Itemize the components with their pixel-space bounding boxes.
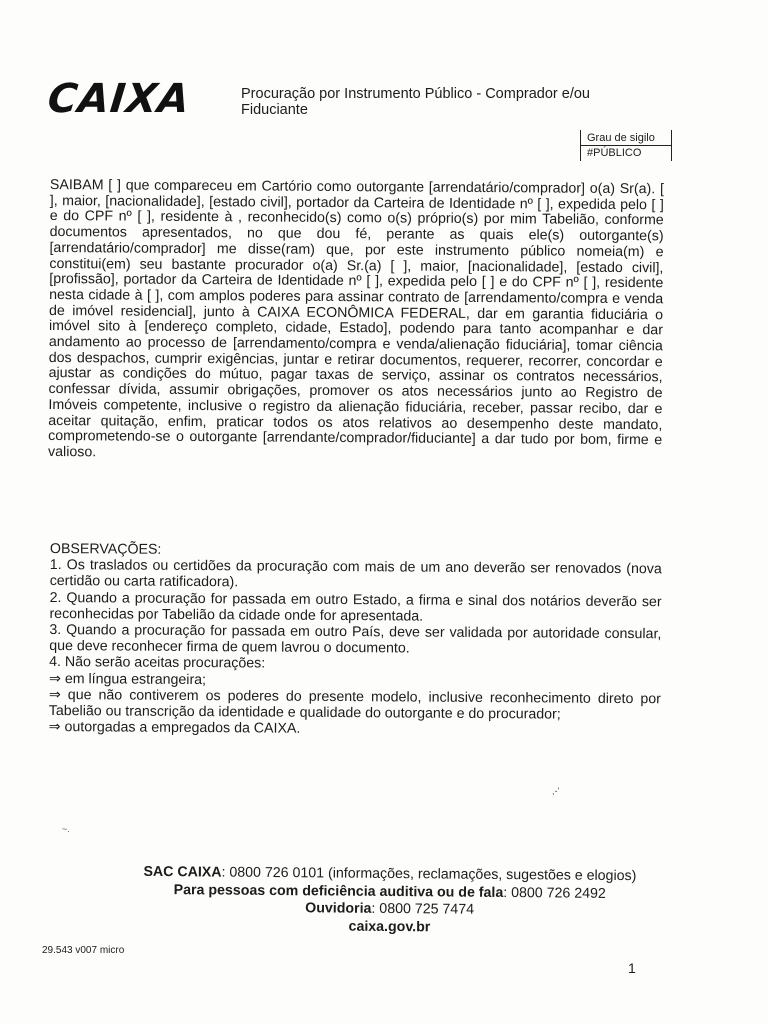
page-mark: 1: [628, 960, 636, 976]
observacao-bullet-1: ⇒ em língua estrangeira;: [48, 670, 207, 688]
document-title: Procuração por Instrumento Público - Comprador e/ou Fiduciante: [241, 86, 590, 118]
sac-text: : 0800 726 0101 (informações, reclamações, sugestões e elogios): [221, 864, 637, 885]
form-code: 29.543 v007 micro: [42, 945, 125, 956]
site-link: caixa.gov.br: [348, 918, 431, 935]
sac-label: SAC CAIXA: [143, 863, 222, 881]
sigilo-value: #PÚBLICO: [581, 145, 671, 160]
caixa-logo: CAIXA: [45, 76, 193, 122]
ouvidoria-label: Ouvidoria: [305, 900, 372, 917]
observacoes-heading: OBSERVAÇÕES:: [49, 541, 162, 558]
contact-footer: [109, 864, 670, 939]
observacao-item-1: 1. Os traslados ou certidões da procuração com mais de um ano deverão ser renovados (nova certidão ou carta ratificadora).: [49, 557, 662, 591]
sigilo-label: Grau de sigilo: [587, 132, 655, 144]
scan-speck: ,-': [552, 786, 560, 796]
observacao-item-2: 2. Quando a procuração for passada em outro Estado, a firma e sinal dos notários deverão ser reconhecidas por Tabelião da cidade onde for apresentada.: [49, 589, 662, 625]
observacao-bullet-2: ⇒ que não contiverem os poderes do presente modelo, inclusive reconhecimento direto por Tabelião ou transcrição da identidade e qualidade do outorgante e do procurador;: [48, 686, 661, 723]
procuracao-body: SAIBAM [ ] que compareceu em Cartório como outorgante [arrendatário/comprador] o(a) Sr(a). [ ], maior, [nacionalidade], [estado civil], portador da Carteira de Identidade nº [ ], expedida pelo [ ] e do CPF nº [ ], residente à , reconhecido(s) como o(s) próprio(s) por mim Tabelião, conforme documentos apresentados, no que dou fé, perante as quais ele(s) outorgante(s) [arrendatário/comprador] me disse(ram) que, por este instrumento público nomeia(m) e constitui(em) seu bastante procurador o(a) Sr.(a) [ ], maior, [nacionalidade], [estado civil], [profissão], portador da Carteira de Identidade nº [ ], expedida pelo [ ] e do CPF nº [ ], residente nesta cidade à [ ], com amplos poderes para assinar contrato de [arrendamento/compra e venda de imóvel residencial], junto à CAIXA ECONÔMICA FEDERAL, dar em garantia fiduciária o imóvel sito à [endereço completo, cidade, Estado], podendo para tanto acompanhar e dar andamento ao processo de [arrendamento/compra e venda/alienação fiduciária], tomar ciência dos despachos, cumprir exigências, juntar e retirar documentos, requerer, recorrer, concordar e ajustar as condições do mútuo, pagar taxas de serviço, assinar os contratos necessários, confessar dívida, assumir obrigações, promover os atos necessários junto ao Registro de Imóveis competente, inclusive o registro da alienação fiduciária, receber, passar recibo, dar e aceitar quitação, enfim, praticar todos os atos relativos ao desempenho deste mandato, comprometendo-se o outorgante [arrendante/comprador/fiduciante] a dar tudo por bom, firme e valioso.: [48, 177, 664, 461]
observacao-item-3: 3. Quando a procuração for passada em outro País, deve ser validada por autoridade consular, que deve reconhecer firma de quem lavrou o documento.: [49, 622, 662, 657]
ouvidoria-text: : 0800 725 7474: [371, 900, 475, 918]
observacoes-section: [49, 541, 662, 740]
observacao-bullet-3: ⇒ outorgadas a empregados da CAIXA.: [48, 719, 301, 737]
sigilo-box: [580, 130, 672, 161]
scan-speck: ~.: [62, 824, 70, 834]
observacao-item-4: 4. Não serão aceitas procurações:: [49, 654, 266, 672]
deficiencia-text: : 0800 726 2492: [503, 884, 606, 902]
deficiencia-label: Para pessoas com deficiência auditiva ou de fala: [173, 881, 504, 901]
